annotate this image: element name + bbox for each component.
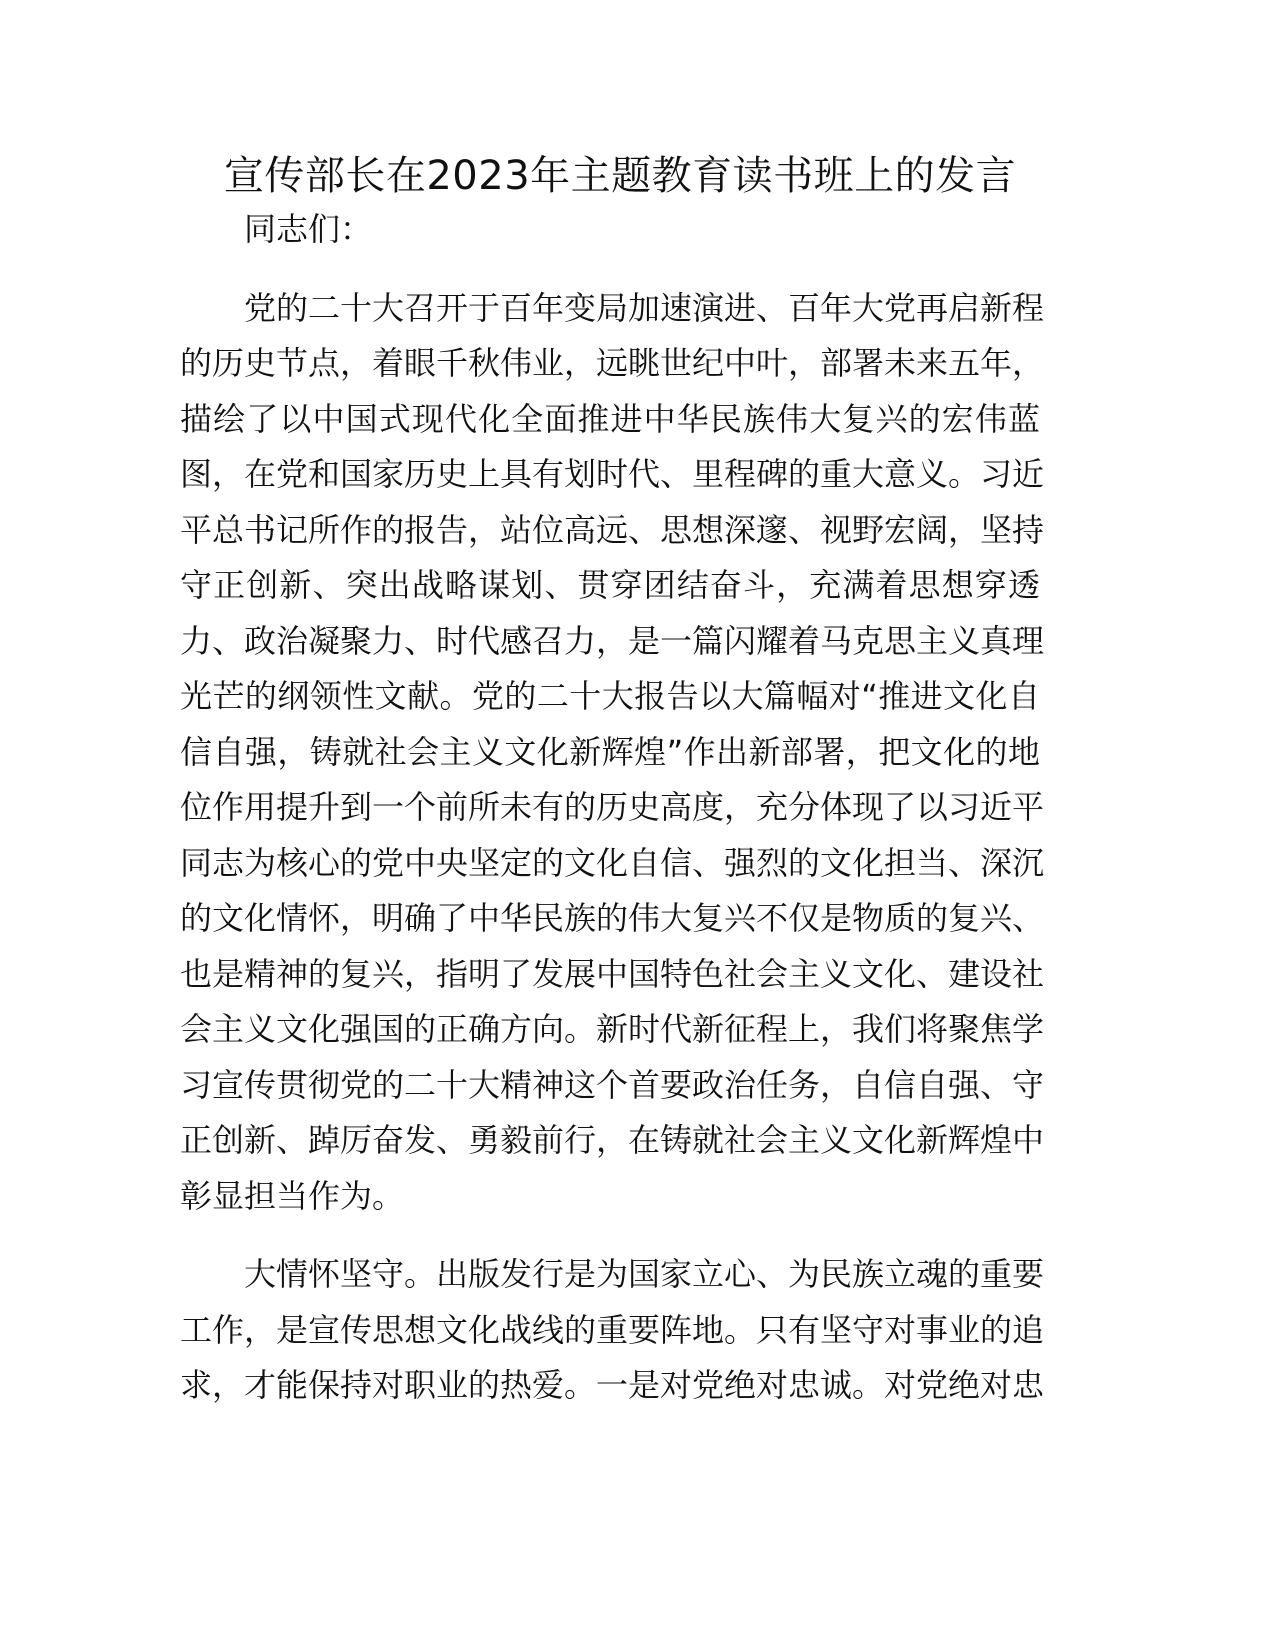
- paragraph-line: 习宣传贯彻党的二十大精神这个首要政治任务，自信自强、守: [180, 1065, 1045, 1104]
- paragraph-line: 正创新、踔厉奋发、勇毅前行，在铸就社会主义文化新辉煌中: [180, 1121, 1045, 1159]
- paragraph-line: 图，在党和国家历史上具有划时代、里程碑的重大意义。习近: [180, 455, 1045, 493]
- paragraph-line: 光芒的纲领性文献。党的二十大报告以大篇幅对“推进文化自: [180, 677, 1040, 715]
- paragraph-line: 也是精神的复兴，指明了发展中国特色社会主义文化、建设社: [180, 954, 1045, 993]
- paragraph-2: [180, 1247, 1045, 1414]
- paragraph-line: 平总书记所作的报告，站位高远、思想深邃、视野宏阔，坚持: [180, 510, 1045, 549]
- paragraph-line: 工作，是宣传思想文化战线的重要阵地。只有坚守对事业的追: [180, 1310, 1045, 1349]
- paragraph-line: 彰显担当作为。: [180, 1176, 405, 1215]
- paragraph-line: 的历史节点，着眼千秋伟业，远眺世纪中叶，部署未来五年，: [180, 344, 1045, 382]
- paragraph-gap: [180, 1224, 1040, 1247]
- document-title: 宣传部长在2023年主题教育读书班上的发言: [223, 153, 1017, 199]
- paragraph-line: 力、政治凝聚力、时代感召力，是一篇闪耀着马克思主义真理: [180, 621, 1045, 660]
- paragraph-line: 党的二十大召开于百年变局加速演进、百年大党再启新程: [244, 288, 1045, 327]
- paragraph-line: 守正创新、突出战略谋划、贯穿团结奋斗，充满着思想穿透: [180, 566, 1040, 604]
- paragraph-line: 描绘了以中国式现代化全面推进中华民族伟大复兴的宏伟蓝: [180, 399, 1040, 438]
- paragraph-gap: [180, 258, 1040, 281]
- paragraph-line: 会主义文化强国的正确方向。新时代新征程上，我们将聚焦学: [180, 1010, 1045, 1048]
- paragraph-line: 求，才能保持对职业的热爱。一是对党绝对忠诚。对党绝对忠: [180, 1366, 1045, 1404]
- paragraph-line: 信自强，铸就社会主义文化新辉煌”作出新部署，把文化的地: [180, 732, 1040, 771]
- paragraph-line: 同志为核心的党中央坚定的文化自信、强烈的文化担当、深沉: [180, 843, 1045, 882]
- paragraph-line: 的文化情怀，明确了中华民族的伟大复兴不仅是物质的复兴、: [180, 899, 1045, 937]
- salutation: 同志们：: [244, 210, 373, 248]
- paragraph-line: 位作用提升到一个前所未有的历史高度，充分体现了以习近平: [180, 788, 1045, 826]
- paragraph-1: [180, 281, 1045, 1225]
- document-body: [180, 190, 1045, 1414]
- paragraph-line: 大情怀坚守。出版发行是为国家立心、为民族立魂的重要: [244, 1255, 1045, 1293]
